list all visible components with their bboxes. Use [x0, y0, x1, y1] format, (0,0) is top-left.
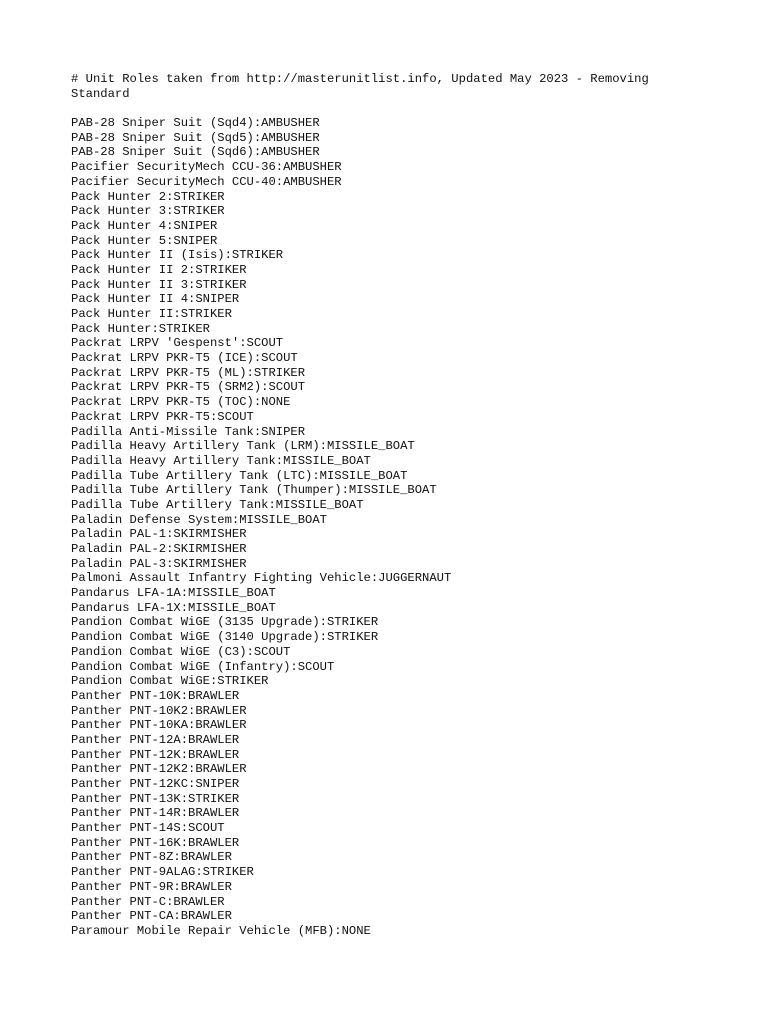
unit-role-entry: Pandion Combat WiGE (3135 Upgrade):STRIKER — [71, 615, 379, 630]
unit-role-entry: Packrat LRPV 'Gespenst':SCOUT — [71, 336, 284, 351]
unit-role-entry: Pack Hunter II (Isis):STRIKER — [71, 248, 284, 263]
unit-role-entry: Panther PNT-12KC:SNIPER — [71, 777, 240, 792]
unit-role-entry: Pack Hunter 4:SNIPER — [71, 218, 218, 233]
unit-role-entry: Pacifier SecurityMech CCU-36:AMBUSHER — [71, 160, 342, 175]
document-header-comment: # Unit Roles taken from http://masterunitlist.info, Updated May 2023 - Removing Standard — [71, 72, 649, 101]
unit-role-entry: PAB-28 Sniper Suit (Sqd5):AMBUSHER — [71, 130, 320, 145]
unit-role-entry: Pack Hunter 3:STRIKER — [71, 204, 225, 219]
unit-role-entry: Panther PNT-12K:BRAWLER — [71, 747, 240, 762]
unit-role-entry: Panther PNT-8Z:BRAWLER — [71, 850, 232, 865]
unit-role-entry: Panther PNT-10K2:BRAWLER — [71, 703, 247, 718]
unit-role-entry: Palmoni Assault Infantry Fighting Vehicle:JUGGERNAUT — [71, 571, 452, 586]
unit-role-entry: Panther PNT-12A:BRAWLER — [71, 732, 240, 747]
unit-role-entry: Pandion Combat WiGE (C3):SCOUT — [71, 644, 291, 659]
unit-role-entry: Panther PNT-CA:BRAWLER — [71, 909, 232, 924]
unit-role-entry: Panther PNT-10KA:BRAWLER — [71, 718, 247, 733]
unit-role-entry: Paladin PAL-1:SKIRMISHER — [71, 527, 247, 542]
unit-role-entry: Packrat LRPV PKR-T5 (ICE):SCOUT — [71, 351, 298, 366]
unit-role-entry: Panther PNT-9ALAG:STRIKER — [71, 865, 254, 880]
unit-role-entry: Packrat LRPV PKR-T5 (SRM2):SCOUT — [71, 380, 306, 395]
unit-role-entry: Panther PNT-12K2:BRAWLER — [71, 762, 247, 777]
unit-role-entry: Pandarus LFA-1X:MISSILE_BOAT — [71, 600, 276, 615]
unit-role-entry: Pandion Combat WiGE (Infantry):SCOUT — [71, 659, 335, 674]
unit-role-entry: Pack Hunter II:STRIKER — [71, 307, 232, 322]
unit-role-entry: Panther PNT-C:BRAWLER — [71, 894, 225, 909]
unit-role-entry: Packrat LRPV PKR-T5 (TOC):NONE — [71, 395, 291, 410]
unit-role-entry: Paramour Mobile Repair Vehicle (MFB):NONE — [71, 923, 371, 938]
unit-role-entry: Pandarus LFA-1A:MISSILE_BOAT — [71, 586, 276, 601]
unit-role-entry: Paladin PAL-3:SKIRMISHER — [71, 556, 247, 571]
unit-role-entry: Pack Hunter 5:SNIPER — [71, 233, 218, 248]
unit-role-entry: Padilla Tube Artillery Tank (LTC):MISSILE_BOAT — [71, 468, 408, 483]
unit-role-entry: PAB-28 Sniper Suit (Sqd6):AMBUSHER — [71, 145, 320, 160]
unit-role-entry: Pack Hunter II 4:SNIPER — [71, 292, 240, 307]
unit-role-entry: Padilla Anti-Missile Tank:SNIPER — [71, 424, 306, 439]
unit-role-entry: Pandion Combat WiGE (3140 Upgrade):STRIKER — [71, 630, 379, 645]
unit-role-entry: Padilla Tube Artillery Tank:MISSILE_BOAT — [71, 497, 364, 512]
unit-role-entry: Pack Hunter II 3:STRIKER — [71, 277, 247, 292]
unit-role-entry: PAB-28 Sniper Suit (Sqd4):AMBUSHER — [71, 116, 320, 131]
unit-role-entry: Paladin Defense System:MISSILE_BOAT — [71, 512, 327, 527]
unit-role-entry: Panther PNT-16K:BRAWLER — [71, 835, 240, 850]
unit-role-entry: Padilla Heavy Artillery Tank (LRM):MISSILE_BOAT — [71, 439, 415, 454]
document-page — [71, 72, 711, 939]
unit-role-entry: Packrat LRPV PKR-T5 (ML):STRIKER — [71, 365, 306, 380]
unit-role-entry: Pack Hunter 2:STRIKER — [71, 189, 225, 204]
unit-role-entry: Panther PNT-9R:BRAWLER — [71, 879, 232, 894]
unit-role-list — [71, 116, 711, 939]
unit-role-entry: Pandion Combat WiGE:STRIKER — [71, 674, 269, 689]
unit-role-entry: Pack Hunter:STRIKER — [71, 321, 210, 336]
unit-role-entry: Panther PNT-13K:STRIKER — [71, 791, 240, 806]
unit-role-entry: Panther PNT-14R:BRAWLER — [71, 806, 240, 821]
unit-role-entry: Panther PNT-14S:SCOUT — [71, 821, 225, 836]
unit-role-entry: Pack Hunter II 2:STRIKER — [71, 262, 247, 277]
unit-role-entry: Panther PNT-10K:BRAWLER — [71, 688, 240, 703]
unit-role-entry: Pacifier SecurityMech CCU-40:AMBUSHER — [71, 174, 342, 189]
unit-role-entry: Padilla Heavy Artillery Tank:MISSILE_BOAT — [71, 453, 371, 468]
unit-role-entry: Padilla Tube Artillery Tank (Thumper):MISSILE_BOAT — [71, 483, 437, 498]
unit-role-entry: Paladin PAL-2:SKIRMISHER — [71, 542, 247, 557]
unit-role-entry: Packrat LRPV PKR-T5:SCOUT — [71, 409, 254, 424]
